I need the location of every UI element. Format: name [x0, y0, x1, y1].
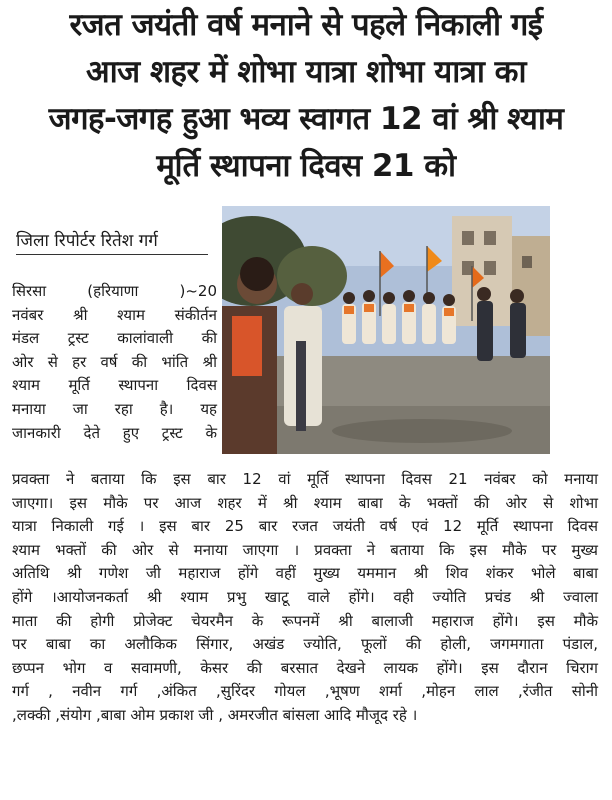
body-line: होंगे ।आयोजनकर्ता श्री श्याम प्रभु खाटू वाले होंगे। वही ज्योति प्रचंड श्री ज्वाला: [12, 587, 598, 606]
byline: जिला रिपोर्टर रितेश गर्ग: [16, 230, 208, 255]
body-line: यात्रा निकाली गई । इस बार 25 बार रजत जयंती वर्ष एवं 12 मूर्ति स्थापना दिवस: [12, 517, 598, 536]
headline-line-4: मूर्ति स्थापना दिवस 21 को: [156, 148, 456, 184]
body-line: नवंबर श्री श्याम संकीर्तन: [12, 305, 217, 324]
headline-line-1: रजत जयंती वर्ष मनाने से पहले निकाली गई: [69, 7, 543, 43]
body-line: सिरसा (हरियाणा )~20: [12, 282, 217, 300]
headline-line-2: आज शहर में शोभा यात्रा शोभा यात्रा का: [86, 54, 526, 90]
body-line: मंडल ट्रस्ट कालांवाली की: [12, 329, 217, 348]
body-line: ,लक्की ,संयोग ,बाबा ओम प्रकाश जी , अमरजीत बांसला आदि मौजूद रहे ।: [12, 705, 418, 724]
body-full-width: [12, 468, 598, 728]
body-line: श्याम मूर्ति स्थापना दिवस: [12, 376, 217, 395]
body-line: अतिथि श्री गणेश जी महाराज होंगे वहीं मुख्य यममान श्री शिव शंकर भोले बाबा: [12, 564, 598, 583]
body-line: ओर से हर वर्ष की भांति श्री: [12, 352, 217, 371]
body-line: प्रवक्ता ने बताया कि इस बार 12 वां मूर्ति स्थापना दिवस 21 नवंबर को मनाया: [12, 470, 598, 488]
headline: [6, 2, 606, 190]
body-line: गर्ग , नवीन गर्ग ,अंकित ,सुरिंदर गोयल ,भूषण शर्मा ,मोहन लाल ,रंजीत सोनी: [12, 682, 598, 701]
news-photo: [222, 206, 550, 454]
body-line: श्याम भक्तों की ओर से मनाया जाएगा । प्रवक्ता ने बताया कि इस मौके पर मुख्य: [12, 540, 598, 559]
body-line: जानकारी देते हुए ट्रस्ट के: [12, 423, 217, 442]
body-line: छप्पन भोग व सवामणी, केसर की बरसात देखने लायक होंगे। इस दौरान चिराग: [12, 658, 598, 677]
body-line: जाएगा। इस मौके पर आज शहर में श्री श्याम बाबा के भक्तों की ओर से शोभा: [12, 493, 598, 512]
procession-photo-illustration: [222, 206, 550, 454]
body-line: मनाया जा रहा है। यह: [12, 399, 217, 418]
headline-line-3: जगह-जगह हुआ भव्य स्वागत 12 वां श्री श्याम: [48, 101, 564, 137]
body-line: माता की होगी प्रोजेक्ट चेयरमैन के रूपनमें श्री बालाजी महाराज होंगे। इस मौके: [12, 611, 598, 630]
body-column-left: [12, 280, 217, 445]
body-line: पर बाबा का अलौकिक सिंगार, अखंड ज्योति, फूलों की होली, जगमगाता पंडाल,: [12, 635, 598, 654]
